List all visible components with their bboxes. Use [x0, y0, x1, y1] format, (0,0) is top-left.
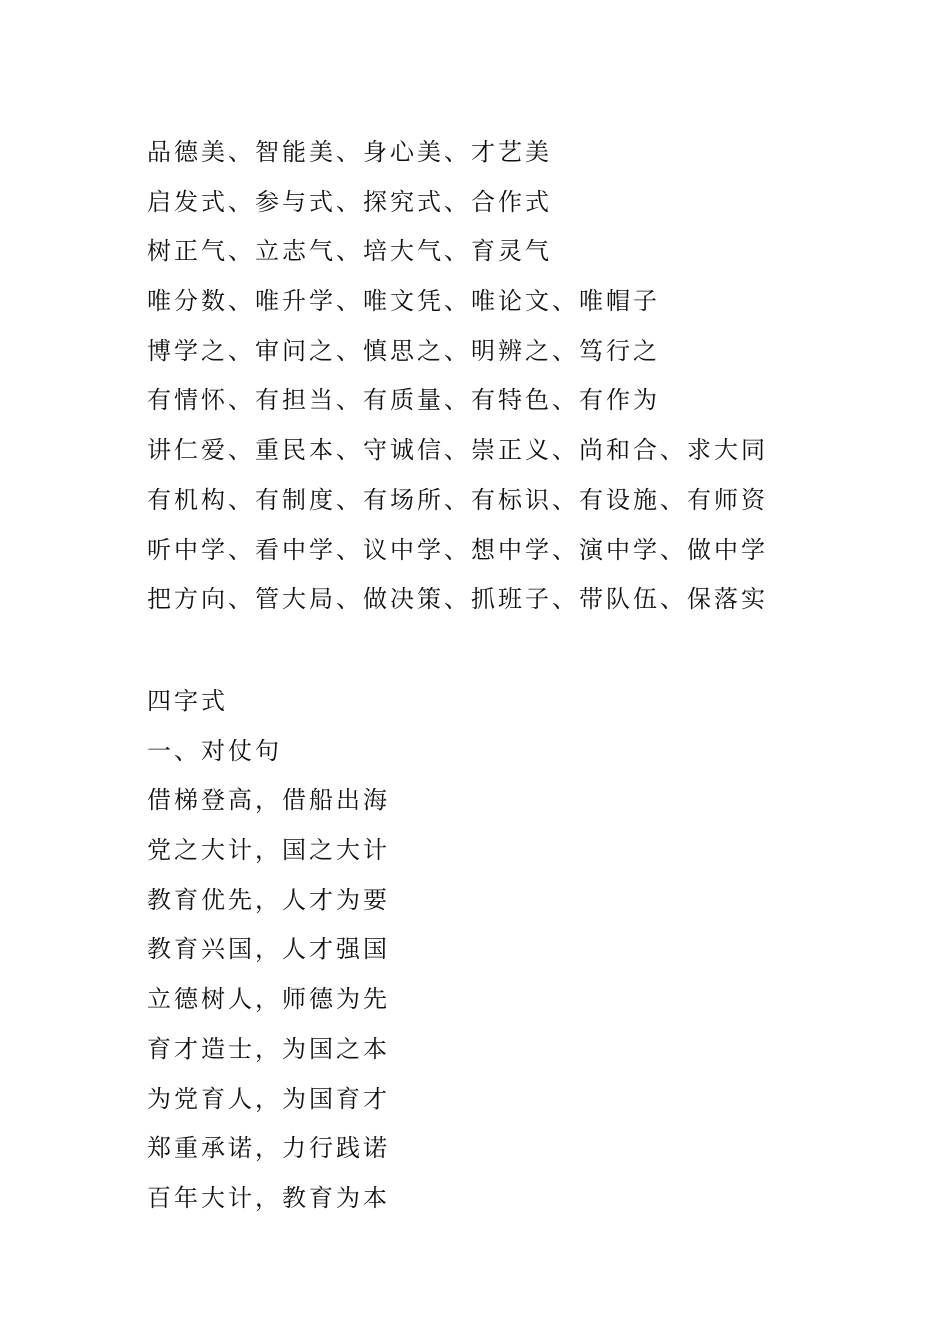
phrase-line: 博学之、审问之、慎思之、明辨之、笃行之	[147, 336, 660, 365]
phrase-line: 有机构、有制度、有场所、有标识、有设施、有师资	[147, 485, 768, 514]
phrase-line: 树正气、立志气、培大气、育灵气	[147, 237, 552, 266]
couplet-line: 教育兴国，人才强国	[147, 935, 390, 964]
phrase-list	[147, 130, 847, 627]
phrase-line: 品德美、智能美、身心美、才艺美	[147, 138, 552, 166]
phrase-line: 唯分数、唯升学、唯文凭、唯论文、唯帽子	[147, 287, 660, 316]
four-char-section	[147, 679, 847, 1226]
couplet-line: 立德树人，师德为先	[147, 985, 390, 1014]
phrase-line: 讲仁爱、重民本、守诚信、崇正义、尚和合、求大同	[147, 436, 768, 465]
couplet-line: 郑重承诺，力行践诺	[147, 1134, 390, 1163]
phrase-line: 听中学、看中学、议中学、想中学、演中学、做中学	[147, 535, 768, 564]
phrase-line: 有情怀、有担当、有质量、有特色、有作为	[147, 386, 660, 415]
couplet-line: 百年大计，教育为本	[147, 1183, 390, 1212]
phrase-line: 把方向、管大局、做决策、抓班子、带队伍、保落实	[147, 585, 768, 614]
couplet-line: 育才造士，为国之本	[147, 1034, 390, 1063]
phrase-line: 启发式、参与式、探究式、合作式	[147, 187, 552, 216]
couplet-line: 党之大计，国之大计	[147, 836, 390, 865]
section-subheading: 一、对仗句	[147, 736, 282, 765]
section-heading: 四字式	[147, 687, 228, 715]
couplet-line: 教育优先，人才为要	[147, 885, 390, 914]
couplet-line: 为党育人，为国育才	[147, 1084, 390, 1113]
couplet-line: 借梯登高，借船出海	[147, 786, 390, 815]
